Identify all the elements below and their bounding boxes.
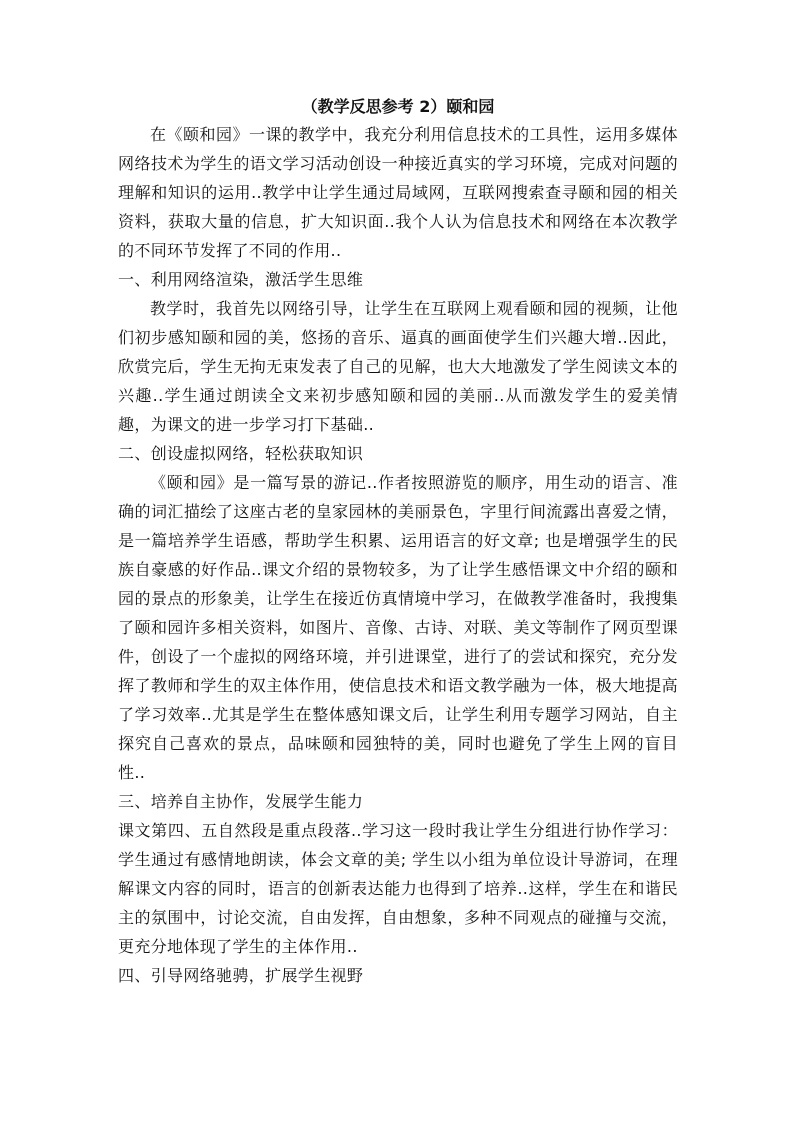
- section-heading-2: 二、创设虚拟网络，轻松获取知识: [118, 444, 364, 463]
- document-page: [118, 96, 678, 990]
- intro-paragraph: 在《颐和园》一课的教学中，我充分利用信息技术的工具性，运用多媒体网络技术为学生的语文学习活动创设一种接近真实的学习环境，完成对问题的理解和知识的运用..教学中让学生通过局域网，互联网搜索查寻颐和园的相关资料，获取大量的信息，扩大知识面..我个人认为信息技术和网络在本次教学的不同环节发挥了不同的作用..: [118, 125, 678, 260]
- section-2-paragraph: 《颐和园》是一篇写景的游记..作者按照游览的顺序，用生动的语言、准确的词汇描绘了这座古老的皇家园林的美丽景色，字里行间流露出喜爱之情，是一篇培养学生语感，帮助学生积累、运用语言的好文章; 也是增强学生的民族自豪感的好作品..课文介绍的景物较多，为了让学生感悟课文中介绍的颐和园的景点的形象美，让学生在接近仿真情境中学习，在做教学准备时，我搜集了颐和园许多相关资料，如图片、音像、古诗、对联、美文等制作了网页型课件，创设了一个虚拟的网络环境，并引进课堂，进行了的尝试和探究，充分发挥了教师和学生的双主体作用，使信息技术和语文教学融为一体，极大地提高了学习效率..尤其是学生在整体感知课文后，让学生利用专题学习网站，自主探究自己喜欢的景点，品味颐和园独特的美，同时也避免了学生上网的盲目性..: [118, 473, 678, 782]
- section-1-paragraph: 教学时，我首先以网络引导，让学生在互联网上观看颐和园的视频，让他们初步感知颐和园的美，悠扬的音乐、逼真的画面使学生们兴趣大增..因此，欣赏完后，学生无拘无束发表了自己的见解，也大大地激发了学生阅读文本的兴趣..学生通过朗读全文来初步感知颐和园的美丽..从而激发学生的爱美情趣，为课文的进一步学习打下基础..: [118, 299, 678, 434]
- section-3-paragraph: 课文第四、五自然段是重点段落..学习这一段时我让学生分组进行协作学习：学生通过有感情地朗读，体会文章的美; 学生以小组为单位设计导游词，在理解课文内容的同时，语言的创新表达能力也得到了培养..这样，学生在和谐民主的氛围中，讨论交流，自由发挥，自由想象，多种不同观点的碰撞与交流，更充分地体现了学生的主体作用..: [118, 821, 678, 956]
- section-heading-4: 四、引导网络驰骋，扩展学生视野: [118, 966, 364, 985]
- section-heading-3: 三、培养自主协作，发展学生能力: [118, 792, 364, 811]
- section-heading-1: 一、利用网络渲染，激活学生思维: [118, 270, 364, 289]
- document-title: （教学反思参考 2）颐和园: [301, 97, 495, 116]
